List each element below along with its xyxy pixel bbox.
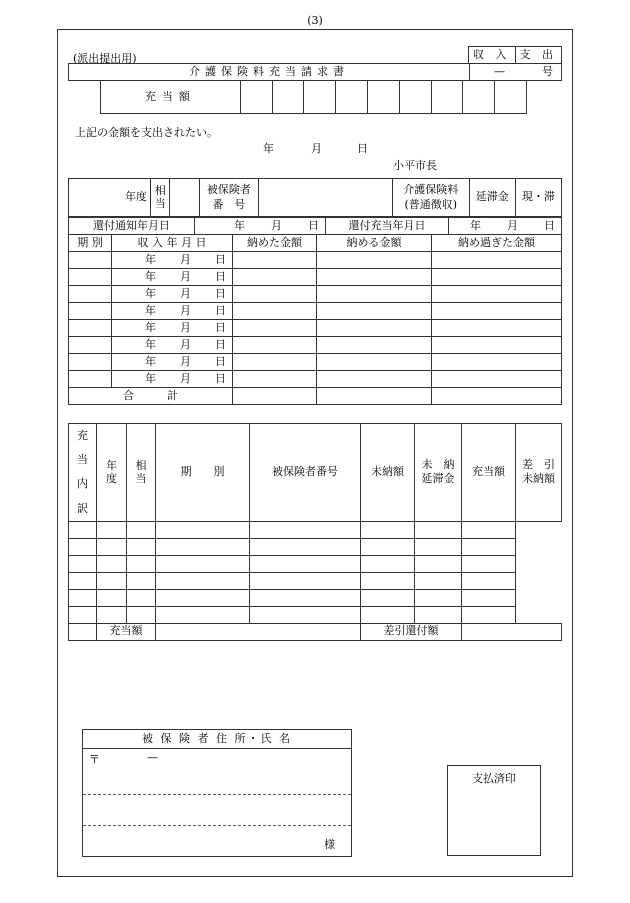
allocation-side-char: 充 [77,429,88,442]
payments-table [68,234,562,405]
payment-period [69,337,112,354]
amount-label: 充当額 [101,81,241,114]
payment-due [317,303,432,320]
alloc-col-unpaid-late-line1: 未 納 [421,458,455,472]
footer-refund-label: 差引還付額 [361,623,462,640]
payment-overpaid [432,337,562,354]
late-fee-label: 延滞金 [469,179,515,217]
footer-applied-value [156,623,361,640]
col-period: 期 別 [69,235,112,252]
allocation-cell [462,606,516,623]
alloc-col-relevant: 相 当 [127,424,156,522]
allocation-side-label [69,424,97,522]
allocation-cell [156,538,250,555]
allocation-cell [156,606,250,623]
alloc-col-balance [516,424,562,522]
payment-due [317,286,432,303]
alloc-col-unpaid-late-line2: 延滞金 [421,472,455,486]
alloc-col-unpaid-late [415,424,462,522]
allocation-cell [361,606,415,623]
total-label: 合 計 [69,388,233,405]
mayor-label: 小平市長 [393,159,437,172]
payment-row [69,303,562,320]
allocation-side-char: 訳 [77,501,88,515]
payment-date: 年 月 日 [112,269,233,286]
payment-due [317,354,432,371]
payment-overpaid [432,320,562,337]
amount-digit [495,81,527,114]
allocation-cell [156,521,250,538]
payment-paid [233,337,317,354]
relevant-value [170,179,200,217]
payment-period [69,286,112,303]
allocation-cell [97,538,127,555]
submission-note: (派出提出用) [73,52,137,65]
allocation-cell [361,572,415,589]
allocation-cell [97,555,127,572]
alloc-col-insured-number: 被保険者番号 [250,424,361,522]
allocation-header-row [69,424,562,522]
allocation-cell [97,521,127,538]
total-cell [233,388,317,405]
allocation-footer-row [69,623,562,640]
allocation-cell [69,589,97,606]
request-month: 月 [311,142,322,155]
payment-date: 年 月 日 [112,320,233,337]
total-cell [317,388,432,405]
payment-date: 年 月 日 [112,337,233,354]
allocation-cell [156,589,250,606]
allocation-cell [415,606,462,623]
allocation-cell [127,589,156,606]
payment-paid [233,354,317,371]
status-label: 現・滞 [515,179,561,217]
address-box-title: 被 保 険 者 住 所・氏 名 [83,730,351,749]
col-overpaid: 納め過ぎた金額 [432,235,562,252]
premium-label [392,179,469,217]
postal-dash: — [147,751,158,764]
payment-overpaid [432,303,562,320]
allocation-cell [361,521,415,538]
allocation-row [69,538,562,555]
receipt-payment-box [468,46,562,64]
insured-label [200,179,258,217]
insured-label-line1: 被保険者 [206,182,251,196]
allocation-cell [250,589,361,606]
payment-paid [233,252,317,269]
allocation-cell [127,521,156,538]
allocation-side-char: 当 [77,453,88,467]
footer-refund-value [462,623,562,640]
col-paid: 納めた金額 [233,235,317,252]
refund-notice-date: 年 月 日 [195,218,326,235]
amount-digit [240,81,272,114]
payment-paid [233,371,317,388]
number-dash: — [494,64,505,78]
number-cell [470,64,562,81]
number-suffix: 号 [542,64,553,78]
payment-row [69,371,562,388]
allocation-cell [462,521,516,538]
payment-overpaid [432,354,562,371]
paid-stamp-title: 支払済印 [472,772,516,785]
alloc-col-year: 年 度 [97,424,127,522]
allocation-cell [462,555,516,572]
allocation-table [68,423,562,641]
allocation-cell [97,589,127,606]
payment-date: 年 月 日 [112,371,233,388]
amount-digit [399,81,431,114]
allocation-cell [156,555,250,572]
payment-period [69,320,112,337]
address-box [82,729,352,857]
allocation-cell [127,555,156,572]
col-due: 納める金額 [317,235,432,252]
allocation-cell [69,521,97,538]
payment-label: 支 出 [515,47,562,64]
allocation-cell [69,572,97,589]
amount-digit [336,81,368,114]
address-line [83,794,351,795]
form-title: 介護保険料充当請求書 [69,64,470,81]
amount-digit [304,81,336,114]
insured-number-value [258,179,392,217]
name-line [83,825,351,826]
premium-label-line2: (普通徴収) [404,197,458,211]
alloc-col-applied: 充当額 [462,424,516,522]
payment-period [69,269,112,286]
payment-row [69,269,562,286]
payment-period [69,371,112,388]
payment-overpaid [432,371,562,388]
payment-row [69,252,562,269]
allocation-side-char: 内 [77,477,88,491]
amount-digit [431,81,463,114]
alloc-col-balance-line2: 未納額 [522,472,555,486]
payment-row [69,337,562,354]
allocation-row [69,521,562,538]
payment-date: 年 月 日 [112,303,233,320]
allocation-cell [361,538,415,555]
allocation-row [69,589,562,606]
payment-due [317,320,432,337]
footer-applied-label: 充当額 [97,623,156,640]
payment-overpaid [432,252,562,269]
allocation-cell [97,572,127,589]
allocation-cell [462,589,516,606]
alloc-col-unpaid: 未納額 [361,424,415,522]
allocation-cell [415,538,462,555]
total-cell [432,388,562,405]
payment-overpaid [432,286,562,303]
payment-paid [233,320,317,337]
amount-row [100,80,527,114]
page-number: (3) [307,14,323,27]
allocation-cell [69,538,97,555]
allocation-row [69,555,562,572]
allocation-cell [250,606,361,623]
payments-total-row [69,388,562,405]
receipt-label: 収 入 [469,47,516,64]
title-row [68,63,562,81]
allocation-cell [250,538,361,555]
amount-digit [463,81,495,114]
refund-dates-row [68,217,562,235]
allocation-cell [462,572,516,589]
refund-applied-label: 還付充当年月日 [326,218,449,235]
allocation-cell [250,572,361,589]
refund-notice-label: 還付通知年月日 [69,218,195,235]
allocation-cell [127,538,156,555]
payment-period [69,354,112,371]
premium-label-line1: 介護保険料 [403,182,459,196]
paid-stamp-box [447,765,541,856]
payment-date: 年 月 日 [112,286,233,303]
allocation-cell [415,572,462,589]
col-receipt-date: 収 入 年 月 日 [112,235,233,252]
allocation-cell [361,589,415,606]
allocation-cell [127,606,156,623]
payment-due [317,337,432,354]
payment-row [69,354,562,371]
refund-applied-date: 年 月 日 [449,218,562,235]
payment-overpaid [432,269,562,286]
payment-paid [233,303,317,320]
payment-due [317,252,432,269]
allocation-cell [97,606,127,623]
payment-due [317,371,432,388]
allocation-cell [415,521,462,538]
amount-digit [272,81,304,114]
payment-date: 年 月 日 [112,252,233,269]
fiscal-year-label: 年度 [69,179,151,217]
allocation-cell [127,572,156,589]
allocation-footer-blank [69,623,97,640]
request-statement: 上記の金額を支出されたい。 [75,126,218,139]
payments-header-row [69,235,562,252]
alloc-col-period: 期 別 [156,424,250,522]
allocation-row [69,572,562,589]
allocation-cell [250,521,361,538]
request-day: 日 [357,142,368,155]
allocation-cell [462,538,516,555]
payment-row [69,286,562,303]
allocation-cell [69,606,97,623]
payment-paid [233,286,317,303]
allocation-row [69,606,562,623]
honorific: 様 [324,838,335,851]
payment-date: 年 月 日 [112,354,233,371]
postal-mark: 〒 [89,753,100,766]
payment-period [69,252,112,269]
allocation-cell [415,555,462,572]
alloc-col-balance-line1: 差 引 [522,458,555,472]
amount-digit [368,81,400,114]
allocation-cell [250,555,361,572]
allocation-cell [156,572,250,589]
allocation-cell [415,589,462,606]
payment-period [69,303,112,320]
allocation-cell [361,555,415,572]
payment-due [317,269,432,286]
allocation-cell [69,555,97,572]
payment-paid [233,269,317,286]
request-year: 年 [263,142,274,155]
info-table [68,178,562,217]
payment-row [69,320,562,337]
relevant-label: 相当 [150,179,169,217]
insured-label-line2: 番 号 [212,197,246,211]
